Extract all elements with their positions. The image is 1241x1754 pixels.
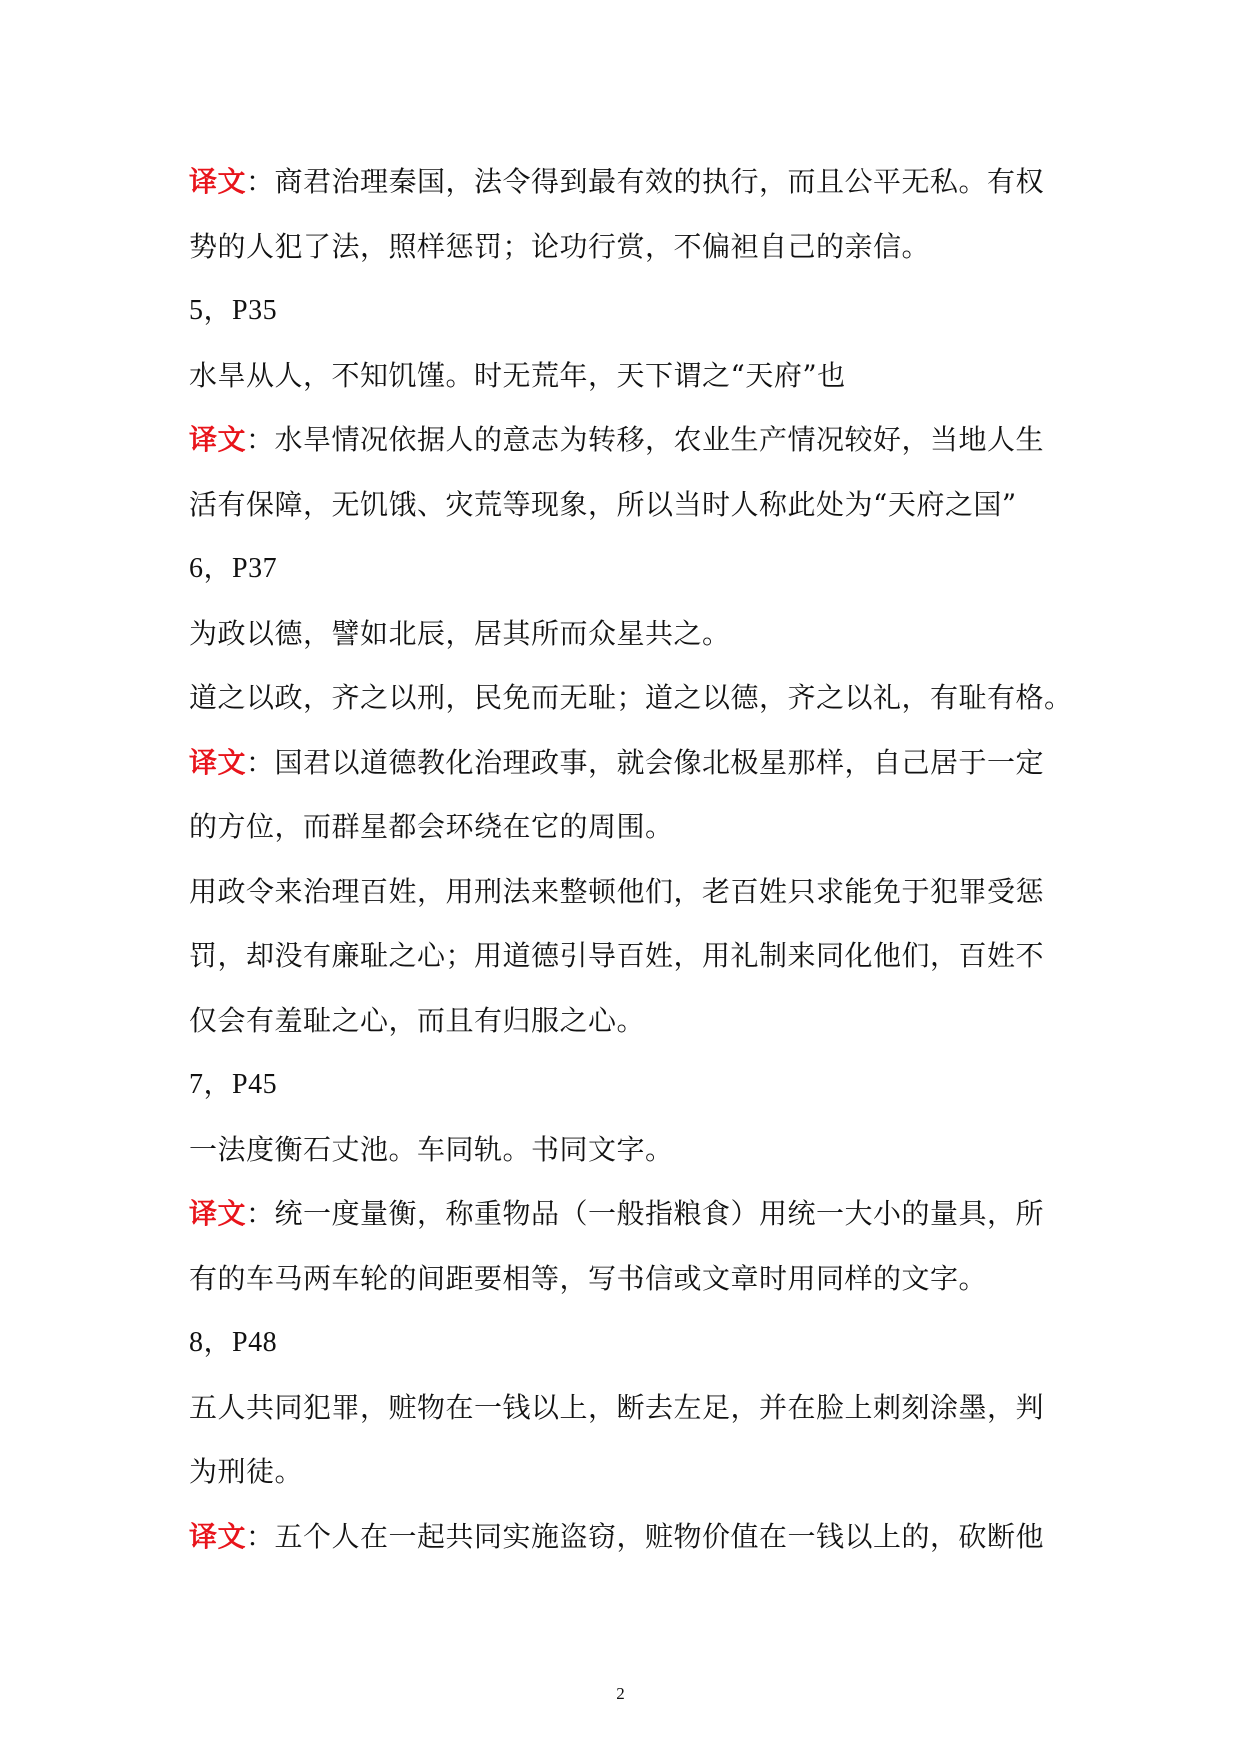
section-heading-5: [189, 289, 1069, 354]
translation-label: 译文: [189, 745, 247, 779]
text-line-5: [189, 418, 1069, 483]
line-text: 仅会有羞耻之心，而且有归服之心。: [189, 1003, 646, 1037]
line-text: ：水旱情况依据人的意志为转移，农业生产情况较好，当地人生: [246, 423, 1045, 456]
line-text: 活有保障，无饥饿、灾荒等现象，所以当时人称此处为“天府之国”: [189, 487, 1017, 521]
page-content: [189, 160, 1073, 1579]
page-number: 2: [616, 1684, 625, 1703]
line-text: 罚，却没有廉耻之心；用道德引导百姓，用礼制来同化他们，百姓不: [189, 939, 1045, 972]
line-text: 五人共同犯罪，赃物在一钱以上，断去左足，并在脸上刺刻涂墨，判: [189, 1390, 1045, 1424]
line-text: 8，P48: [189, 1327, 278, 1358]
line-text: 5，P35: [189, 295, 278, 326]
text-line-16: [189, 1128, 1069, 1193]
text-line-14: [189, 999, 1069, 1064]
line-text: 的方位，而群星都会环绕在它的周围。: [189, 810, 674, 843]
line-text: 7，P45: [189, 1069, 278, 1100]
line-text: ：商君治理秦国，法令得到最有效的执行，而且公平无私。有权: [246, 165, 1045, 198]
line-text: 用政令来治理百姓，用刑法来整顿他们，老百姓只求能免于犯罪受惩: [189, 874, 1045, 908]
line-text: 6，P37: [189, 553, 278, 584]
line-text: ：统一度量衡，称重物品（一般指粮食）用统一大小的量具，所: [246, 1197, 1045, 1230]
line-text: 一法度衡石丈池。车同轨。书同文字。: [189, 1132, 674, 1166]
line-text: ：国君以道德教化治理政事，就会像北极星那样，自己居于一定: [246, 745, 1045, 779]
translation-label: 译文: [189, 1197, 247, 1230]
translation-label: 译文: [189, 423, 247, 456]
line-text: 道之以政，齐之以刑，民免而无耻；道之以德，齐之以礼，有耻有格。: [189, 681, 1073, 714]
text-line-22: [189, 1515, 1069, 1580]
translation-label: 译文: [189, 165, 247, 198]
text-line-9: [189, 676, 1073, 741]
text-line-6: [189, 483, 1069, 548]
text-line-21: [189, 1450, 1069, 1515]
line-text: 为政以德，譬如北辰，居其所而众星共之。: [189, 616, 731, 650]
text-line-13: [189, 934, 1069, 999]
section-heading-6: [189, 547, 1069, 612]
line-text: 水旱从人，不知饥馑。时无荒年，天下谓之“天府”也: [189, 358, 846, 392]
line-text: 为刑徒。: [189, 1455, 304, 1488]
section-heading-7: [189, 1063, 1069, 1128]
translation-label: 译文: [189, 1519, 247, 1553]
section-heading-8: [189, 1321, 1069, 1386]
line-text: 势的人犯了法，照样惩罚；论功行赏，不偏袒自己的亲信。: [189, 229, 931, 263]
text-line-12: [189, 870, 1069, 935]
line-text: 有的车马两车轮的间距要相等，写书信或文章时用同样的文字。: [189, 1261, 988, 1295]
text-line-18: [189, 1257, 1069, 1322]
text-line-11: [189, 805, 1069, 870]
text-line-17: [189, 1192, 1069, 1257]
text-line-20: [189, 1386, 1069, 1451]
text-line-8: [189, 612, 1069, 677]
text-line-1: [189, 160, 1069, 225]
text-line-10: [189, 741, 1069, 806]
line-text: ：五个人在一起共同实施盗窃，赃物价值在一钱以上的，砍断他: [246, 1519, 1045, 1553]
text-line-4: [189, 354, 1069, 419]
text-line-2: [189, 225, 1069, 290]
